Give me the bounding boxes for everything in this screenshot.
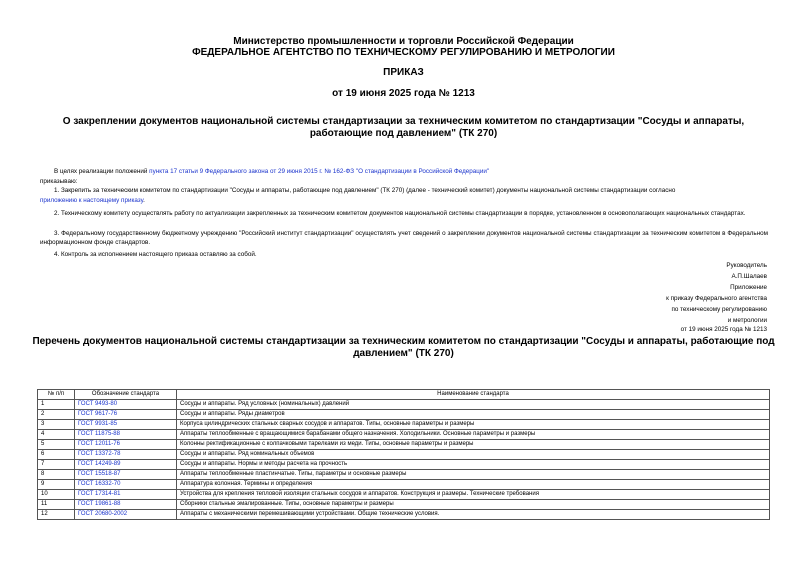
agency-name: ФЕДЕРАЛЬНОЕ АГЕНТСТВО ПО ТЕХНИЧЕСКОМУ РЕГУЛИРОВАНИЮ И МЕТРОЛОГИИ bbox=[192, 47, 615, 58]
standard-code-link[interactable]: ГОСТ 9931-85 bbox=[75, 420, 177, 430]
item3-text: 3. Федеральному государственному бюджетному учреждению "Российский институт стандартизации" осуществлять учет сведений о закреплении документов национальной системы стандартизации за техническим комитетом в Федеральном информационном фонде стандартов. bbox=[40, 230, 768, 246]
standard-name: Аппаратура колонная. Термины и определения bbox=[177, 480, 770, 490]
standard-code-link[interactable]: ГОСТ 13372-78 bbox=[75, 450, 177, 460]
row-number: 6 bbox=[38, 450, 75, 460]
order-word: приказываю: bbox=[40, 178, 78, 185]
row-number: 8 bbox=[38, 470, 75, 480]
standard-name: Корпуса цилиндрических стальных сварных сосудов и аппаратов. Типы, основные параметры и размеры bbox=[177, 420, 770, 430]
item1-link-line bbox=[40, 196, 145, 205]
standard-code-link[interactable]: ГОСТ 17314-81 bbox=[75, 490, 177, 500]
appendix-label: Приложение bbox=[730, 284, 767, 291]
standard-code-link[interactable]: ГОСТ 12011-76 bbox=[75, 440, 177, 450]
row-number: 7 bbox=[38, 460, 75, 470]
appendix-date-line: от 19 июня 2025 года № 1213 bbox=[680, 326, 767, 333]
appendix-order-line: к приказу Федерального агентства bbox=[666, 295, 767, 302]
doc-date: от 19 июня 2025 года № 1213 bbox=[332, 88, 475, 99]
standard-name: Устройства для крепления тепловой изоляции стальных сосудов и аппаратов. Конструкция и размеры. Технические требования bbox=[177, 490, 770, 500]
row-number: 9 bbox=[38, 480, 75, 490]
table-row bbox=[38, 450, 770, 460]
standard-code-link[interactable]: ГОСТ 9493-80 bbox=[75, 400, 177, 410]
signature-role: Руководитель bbox=[726, 262, 767, 269]
standard-name: Аппараты с механическими перемешивающими устройствами. Общие технические условия. bbox=[177, 510, 770, 520]
table-row bbox=[38, 420, 770, 430]
doc-title: О закреплении документов национальной системы стандартизации за техническим комитетом по стандартизации "Сосуды и аппараты, работающие под давлением" (ТК 270) bbox=[62, 116, 745, 139]
row-number: 1 bbox=[38, 400, 75, 410]
ministry-name: Министерство промышленности и торговли Российской Федерации bbox=[233, 36, 574, 47]
table-row bbox=[38, 400, 770, 410]
table-row bbox=[38, 430, 770, 440]
item4-text: 4. Контроль за исполнением настоящего приказа оставляю за собой. bbox=[54, 251, 257, 258]
table-row bbox=[38, 470, 770, 480]
signature-name: А.П.Шалаев bbox=[731, 273, 767, 280]
standard-code-link[interactable]: ГОСТ 19861-88 bbox=[75, 500, 177, 510]
standard-name: Сосуды и аппараты. Ряд номинальных объемов bbox=[177, 450, 770, 460]
row-number: 4 bbox=[38, 430, 75, 440]
row-number: 5 bbox=[38, 440, 75, 450]
intro-prefix: В целях реализации положений bbox=[54, 168, 150, 175]
row-number: 12 bbox=[38, 510, 75, 520]
appendix-agency-line: по техническому регулированию bbox=[671, 306, 767, 313]
standard-name: Колонны ректификационные с колпачковыми тарелками из меди. Типы, основные параметры и размеры bbox=[177, 440, 770, 450]
row-number: 11 bbox=[38, 500, 75, 510]
standard-code-link[interactable]: ГОСТ 14249-89 bbox=[75, 460, 177, 470]
header-code: Обозначение стандарта bbox=[75, 390, 177, 400]
standard-code-link[interactable]: ГОСТ 20680-2002 bbox=[75, 510, 177, 520]
standard-code-link[interactable]: ГОСТ 16332-70 bbox=[75, 480, 177, 490]
row-number: 3 bbox=[38, 420, 75, 430]
table-row bbox=[38, 460, 770, 470]
law-link[interactable]: пункта 17 статьи 9 Федерального закона от 29 июня 2015 г. № 162-ФЗ "О стандартизации в Российской Федерации" bbox=[149, 168, 490, 175]
row-number: 10 bbox=[38, 490, 75, 500]
table-row bbox=[38, 500, 770, 510]
standard-name: Аппараты теплообменные пластинчатые. Типы, параметры и основные размеры bbox=[177, 470, 770, 480]
table-row bbox=[38, 410, 770, 420]
doc-type: ПРИКАЗ bbox=[383, 67, 424, 78]
table-row bbox=[38, 480, 770, 490]
standard-name: Сборники стальные эмалированные. Типы, основные параметры и размеры bbox=[177, 500, 770, 510]
table-header-row bbox=[38, 390, 770, 400]
standard-name: Сосуды и аппараты. Ряд условных (номинальных) давлений bbox=[177, 400, 770, 410]
standard-code-link[interactable]: ГОСТ 11875-88 bbox=[75, 430, 177, 440]
intro-paragraph bbox=[54, 167, 489, 176]
standard-name: Сосуды и аппараты. Нормы и методы расчета на прочность bbox=[177, 460, 770, 470]
standard-name: Сосуды и аппараты. Ряды диаметров bbox=[177, 410, 770, 420]
item1-end: . bbox=[143, 197, 145, 204]
table-body bbox=[38, 400, 770, 520]
item1-text: 1. Закрепить за техническим комитетом по стандартизации "Сосуды и аппараты, работающие под давлением" (ТК 270) (далее - технический комитет) документы национальной системы стандартизации согласно bbox=[54, 187, 676, 194]
row-number: 2 bbox=[38, 410, 75, 420]
standards-table bbox=[37, 389, 770, 520]
list-title: Перечень документов национальной системы стандартизации за техническим комитетом по стандартизации "Сосуды и аппараты, работающие под давлением" (ТК 270) bbox=[32, 336, 775, 359]
table-row bbox=[38, 490, 770, 500]
standard-name: Аппараты теплообменные с вращающимися барабанами общего назначения. Холодильники. Основные параметры и размеры bbox=[177, 430, 770, 440]
table-row bbox=[38, 440, 770, 450]
item2-text: 2. Техническому комитету осуществлять работу по актуализации закрепленных за техническим комитетом документов национальной системы стандартизации в порядке, установленном в основополагающих национальных стандартах. bbox=[54, 210, 746, 217]
appendix-link[interactable]: приложению к настоящему приказу bbox=[40, 197, 144, 204]
table-row bbox=[38, 510, 770, 520]
header-name: Наименование стандарта bbox=[177, 390, 770, 400]
appendix-metrology-line: и метрологии bbox=[727, 317, 767, 324]
standard-code-link[interactable]: ГОСТ 15518-87 bbox=[75, 470, 177, 480]
standard-code-link[interactable]: ГОСТ 9617-76 bbox=[75, 410, 177, 420]
header-number: № п/п bbox=[38, 390, 75, 400]
